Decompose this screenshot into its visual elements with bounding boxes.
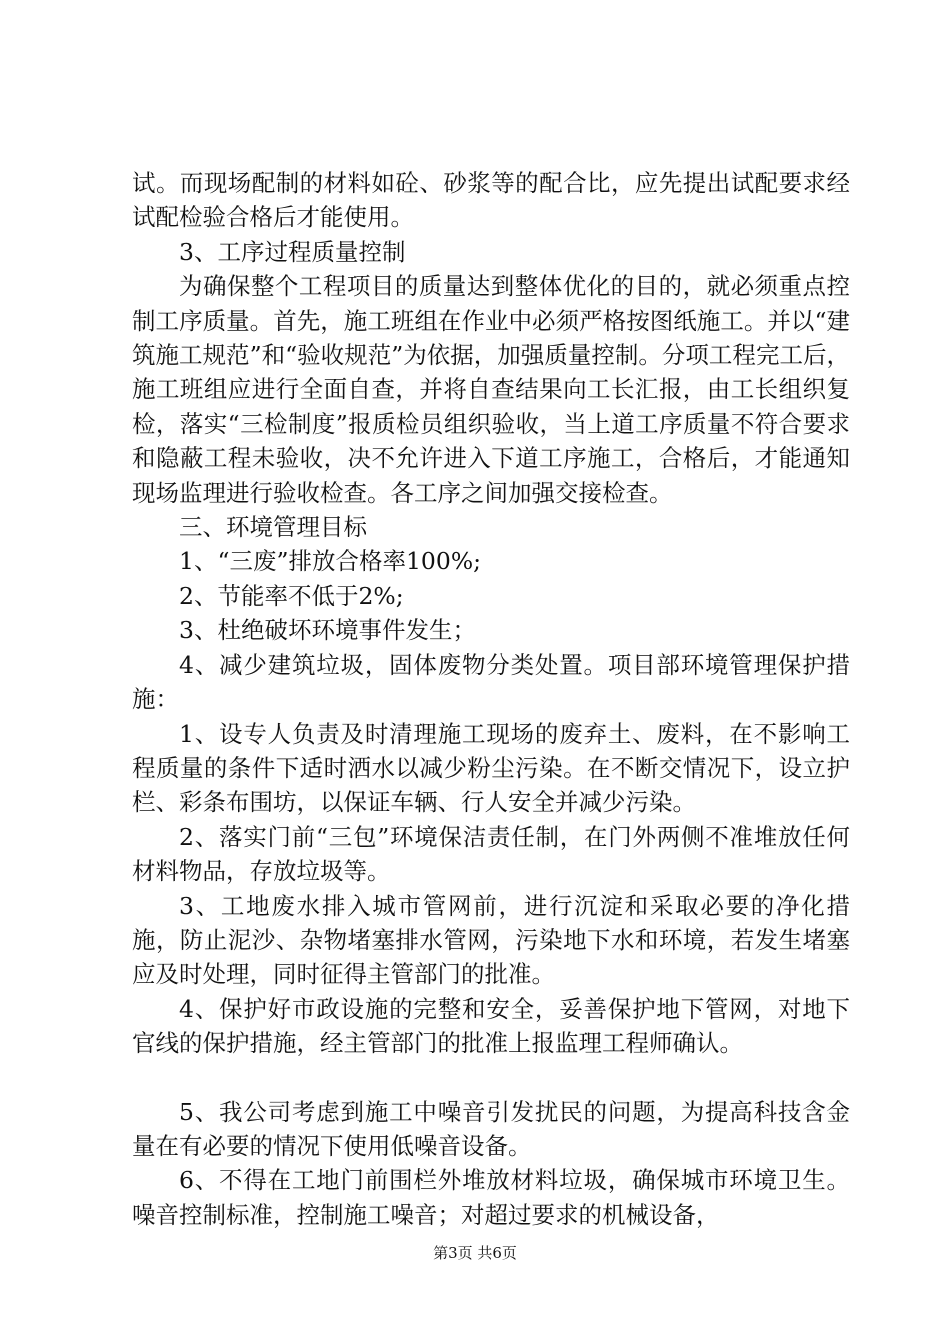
list-item-measure-3: 3、工地废水排入城市管网前，进行沉淀和采取必要的净化措施，防止泥沙、杂物堵塞排水管网，污染地下水和环境，若发生堵塞应及时处理，同时征得主管部门的批准。 [132,891,850,989]
list-item-measure-5: 5、我公司考虑到施工中噪音引发扰民的问题，为提高科技含金量在有必要的情况下使用低噪音设备。 [132,1097,850,1160]
paragraph-process-quality: 为确保整个工程项目的质量达到整体优化的目的，就必须重点控制工序质量。首先，施工班组在作业中必须严格按图纸施工。并以“建筑施工规范”和“验收规范”为依据，加强质量控制。分项工程完工后，施工班组应进行全面自查，并将自查结果向工长汇报，由工长组织复检，落实“三检制度”报质检员组织验收，当上道工序质量不符合要求和隐蔽工程未验收，决不允许进入下道工序施工，合格后，才能通知现场监理进行验收检查。各工序之间加强交接检查。 [132,272,850,507]
list-item-target-4: 4、减少建筑垃圾，固体废物分类处置。项目部环境管理保护措施： [132,650,850,714]
list-item-measure-2: 2、落实门前“三包”环境保洁责任制，在门外两侧不准堆放任何材料物品，存放垃圾等。 [132,822,850,886]
section-heading-environment: 三、环境管理目标 [179,513,367,542]
document-body [132,166,850,1232]
list-item-target-1: 1、“三废”排放合格率100%; [179,547,482,576]
paragraph-spacer [132,1061,850,1095]
list-item-target-2: 2、节能率不低于2%; [179,581,404,610]
page-number-footer: 第3页 共6页 [433,1244,517,1262]
list-item-measure-1: 1、设专人负责及时清理施工现场的废弃土、废料，在不影响工程质量的条件下适时洒水以减少粉尘污染。在不断交情况下，设立护栏、彩条布围坊，以保证车辆、行人安全并减少污染。 [132,719,850,817]
list-item-measure-6: 6、不得在工地门前围栏外堆放材料垃圾，确保城市环境卫生。噪音控制标准，控制施工噪音；对超过要求的机械设备， [132,1166,850,1229]
paragraph-continuation: 试。而现场配制的材料如砼、砂浆等的配合比，应先提出试配要求经试配检验合格后才能使用。 [132,169,850,232]
list-item-target-3: 3、杜绝破坏环境事件发生； [179,616,476,645]
section-heading-process-quality: 3、工序过程质量控制 [179,237,406,266]
list-item-measure-4: 4、保护好市政设施的完整和安全，妥善保护地下管网，对地下官线的保护措施，经主管部门的批准上报监理工程师确认。 [132,994,850,1058]
